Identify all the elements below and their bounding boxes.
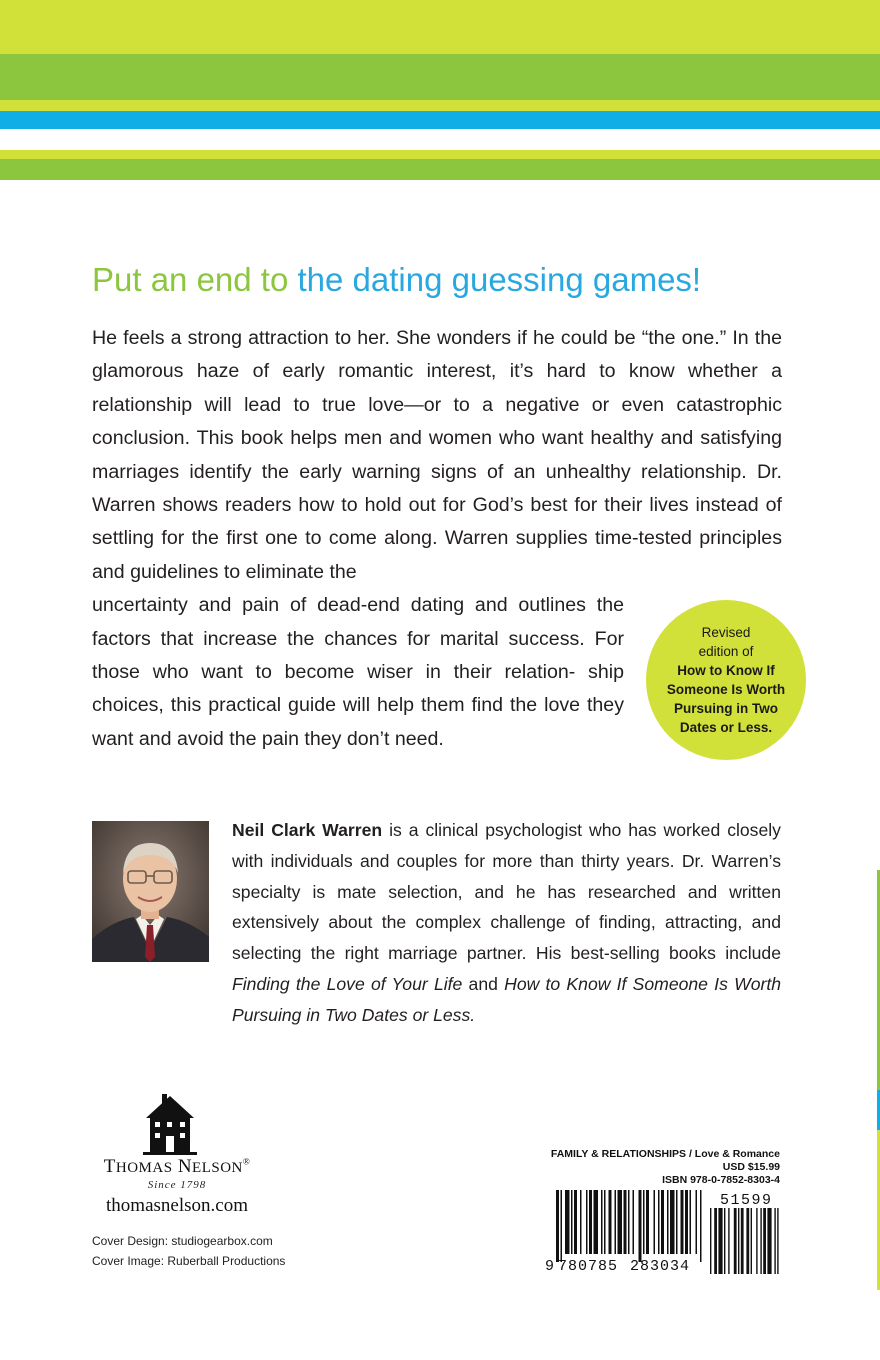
barcode-bar bbox=[586, 1190, 588, 1254]
bio-text-1: is a clinical psychologist who has worked closely with individuals and couples for more than thirty years. Dr. Warren’s specialty is mate selection, and he has researched and written extensively about the complex challenge of finding, attracting, and selecting the right marriage partner. His best-selling books include bbox=[232, 820, 781, 964]
addon-bar bbox=[746, 1208, 749, 1274]
barcode-bar bbox=[561, 1190, 563, 1262]
barcode-bar bbox=[670, 1190, 675, 1254]
barcode-bar bbox=[624, 1190, 627, 1254]
revised-edition-badge bbox=[646, 600, 806, 760]
addon-bar bbox=[710, 1208, 711, 1274]
addon-bar bbox=[738, 1208, 739, 1274]
stripe-lime-thin-2 bbox=[0, 150, 880, 159]
barcode-bar bbox=[667, 1190, 669, 1254]
author-photo bbox=[92, 821, 209, 962]
registered-mark: ® bbox=[242, 1156, 251, 1167]
badge-line2: edition of bbox=[698, 644, 754, 659]
stripe-green-bottom bbox=[0, 159, 880, 180]
addon-bar bbox=[734, 1208, 737, 1274]
stripe-blue bbox=[0, 111, 880, 129]
barcode-bar bbox=[580, 1190, 582, 1254]
publisher-name-elson: ELSON bbox=[192, 1160, 243, 1176]
book-title-1: Finding the Love of Your Life bbox=[232, 973, 463, 994]
cover-credits bbox=[92, 1231, 285, 1271]
addon-bar bbox=[763, 1208, 766, 1274]
barcode-bar bbox=[696, 1190, 698, 1254]
barcode-bar bbox=[643, 1190, 645, 1254]
publisher-name-homas: HOMAS bbox=[115, 1160, 173, 1176]
addon-bar bbox=[718, 1208, 722, 1274]
publisher-url: thomasnelson.com bbox=[106, 1195, 248, 1216]
publisher-name bbox=[92, 1156, 262, 1178]
barcode-lead-digit: 9 bbox=[545, 1258, 555, 1274]
publisher-since: Since 1798 bbox=[147, 1179, 207, 1191]
addon-bars bbox=[710, 1208, 779, 1274]
headline bbox=[92, 260, 852, 300]
addon-bar bbox=[767, 1208, 771, 1274]
author-name: Neil Clark Warren bbox=[232, 820, 383, 840]
barcode-bar bbox=[574, 1190, 577, 1254]
addon-bar bbox=[751, 1208, 752, 1274]
cover-image-credit: Cover Image: Ruberball Productions bbox=[92, 1254, 286, 1268]
barcode-addon-digits: 51599 bbox=[720, 1192, 773, 1209]
barcode-right-digits: 283034 bbox=[630, 1258, 691, 1274]
description-paragraph: He feels a strong attraction to her. She wonders if he could be “the one.” In the glamorous haze of early romantic interest, it’s hard to know whether a relationship will lead to true love—or to a negative or even catastrophic conclusion. This book helps men and women who want healthy and satisfying marriages identify the early warning signs of an unhealthy relationship. Dr. Warren shows readers how to hold out for God’s best for their lives instead of settling for the first one to come along. Warren supplies time-tested principles and guidelines to eliminate the bbox=[92, 327, 782, 583]
publisher-name-t: T bbox=[103, 1156, 116, 1177]
barcode-bar bbox=[601, 1190, 603, 1254]
headline-part1: Put an end to bbox=[92, 261, 289, 298]
barcode-bar bbox=[556, 1190, 559, 1262]
category: FAMILY & RELATIONSHIPS / Love & Romance bbox=[550, 1148, 780, 1160]
stripe-lime-thin bbox=[0, 100, 880, 111]
barcode-bar bbox=[661, 1190, 664, 1254]
publisher-brand bbox=[92, 1156, 262, 1217]
barcode-bar bbox=[589, 1190, 592, 1254]
barcode-bar bbox=[628, 1190, 630, 1254]
badge-title: How to Know If Someone Is Worth Pursuing in Two Dates or Less. bbox=[666, 663, 786, 735]
isbn: ISBN 978-0-7852-8303-4 bbox=[662, 1174, 780, 1186]
description-paragraph-wrapped: uncertainty and pain of dead-end dating and outlines the factors that increase the chances for marital success. For those who want to become wiser in their relation- ship choices, this practical guide will help them find the love they want and avoid the pain they don’t need. bbox=[92, 594, 624, 750]
addon-bar bbox=[774, 1208, 775, 1274]
barcode-bar bbox=[676, 1190, 678, 1254]
cover-design-credit: Cover Design: studiogearbox.com bbox=[92, 1234, 273, 1248]
addon-bar bbox=[714, 1208, 717, 1274]
barcode-bar bbox=[615, 1190, 617, 1254]
barcode-bar bbox=[571, 1190, 573, 1254]
author-bio bbox=[232, 815, 781, 1031]
barcode-bar bbox=[604, 1190, 606, 1254]
barcode-graphic bbox=[544, 1190, 780, 1274]
retail-info bbox=[510, 1148, 780, 1187]
barcode-bars bbox=[556, 1190, 702, 1262]
barcode-bar bbox=[633, 1190, 635, 1254]
headline-part2: the dating guessing games! bbox=[297, 261, 702, 298]
book-title-2: How to Know If Someone Is Worth Pursuing in Two Dates or Less. bbox=[232, 973, 782, 1025]
barcode-bar bbox=[639, 1190, 642, 1262]
barcode-bar bbox=[681, 1190, 684, 1254]
stripe-lime-top bbox=[0, 0, 880, 54]
price: USD $15.99 bbox=[722, 1161, 780, 1173]
barcode-bar bbox=[594, 1190, 599, 1254]
bio-paragraph bbox=[232, 815, 781, 1031]
badge-line1: Revised bbox=[701, 625, 751, 640]
stripe-green bbox=[0, 54, 880, 100]
bio-text-2: and bbox=[462, 973, 505, 994]
barcode-bar bbox=[685, 1190, 688, 1254]
barcode-bar bbox=[618, 1190, 623, 1254]
addon-bar bbox=[756, 1208, 757, 1274]
addon-bar bbox=[760, 1208, 761, 1274]
addon-bar bbox=[728, 1208, 729, 1274]
barcode-bar bbox=[690, 1190, 692, 1254]
publisher-name-n: N bbox=[177, 1156, 193, 1177]
barcode-bar bbox=[609, 1190, 612, 1254]
barcode-left-digits: 780785 bbox=[558, 1258, 619, 1274]
addon-bar bbox=[741, 1208, 744, 1274]
barcode-bar bbox=[654, 1190, 656, 1254]
addon-bar bbox=[777, 1208, 778, 1274]
barcode bbox=[544, 1190, 780, 1274]
barcode-bar bbox=[565, 1190, 570, 1254]
barcode-bar bbox=[646, 1190, 649, 1254]
barcode-bar bbox=[658, 1190, 660, 1254]
barcode-bar bbox=[700, 1190, 702, 1262]
addon-bar bbox=[724, 1208, 725, 1274]
house-logo-icon bbox=[140, 1092, 200, 1156]
